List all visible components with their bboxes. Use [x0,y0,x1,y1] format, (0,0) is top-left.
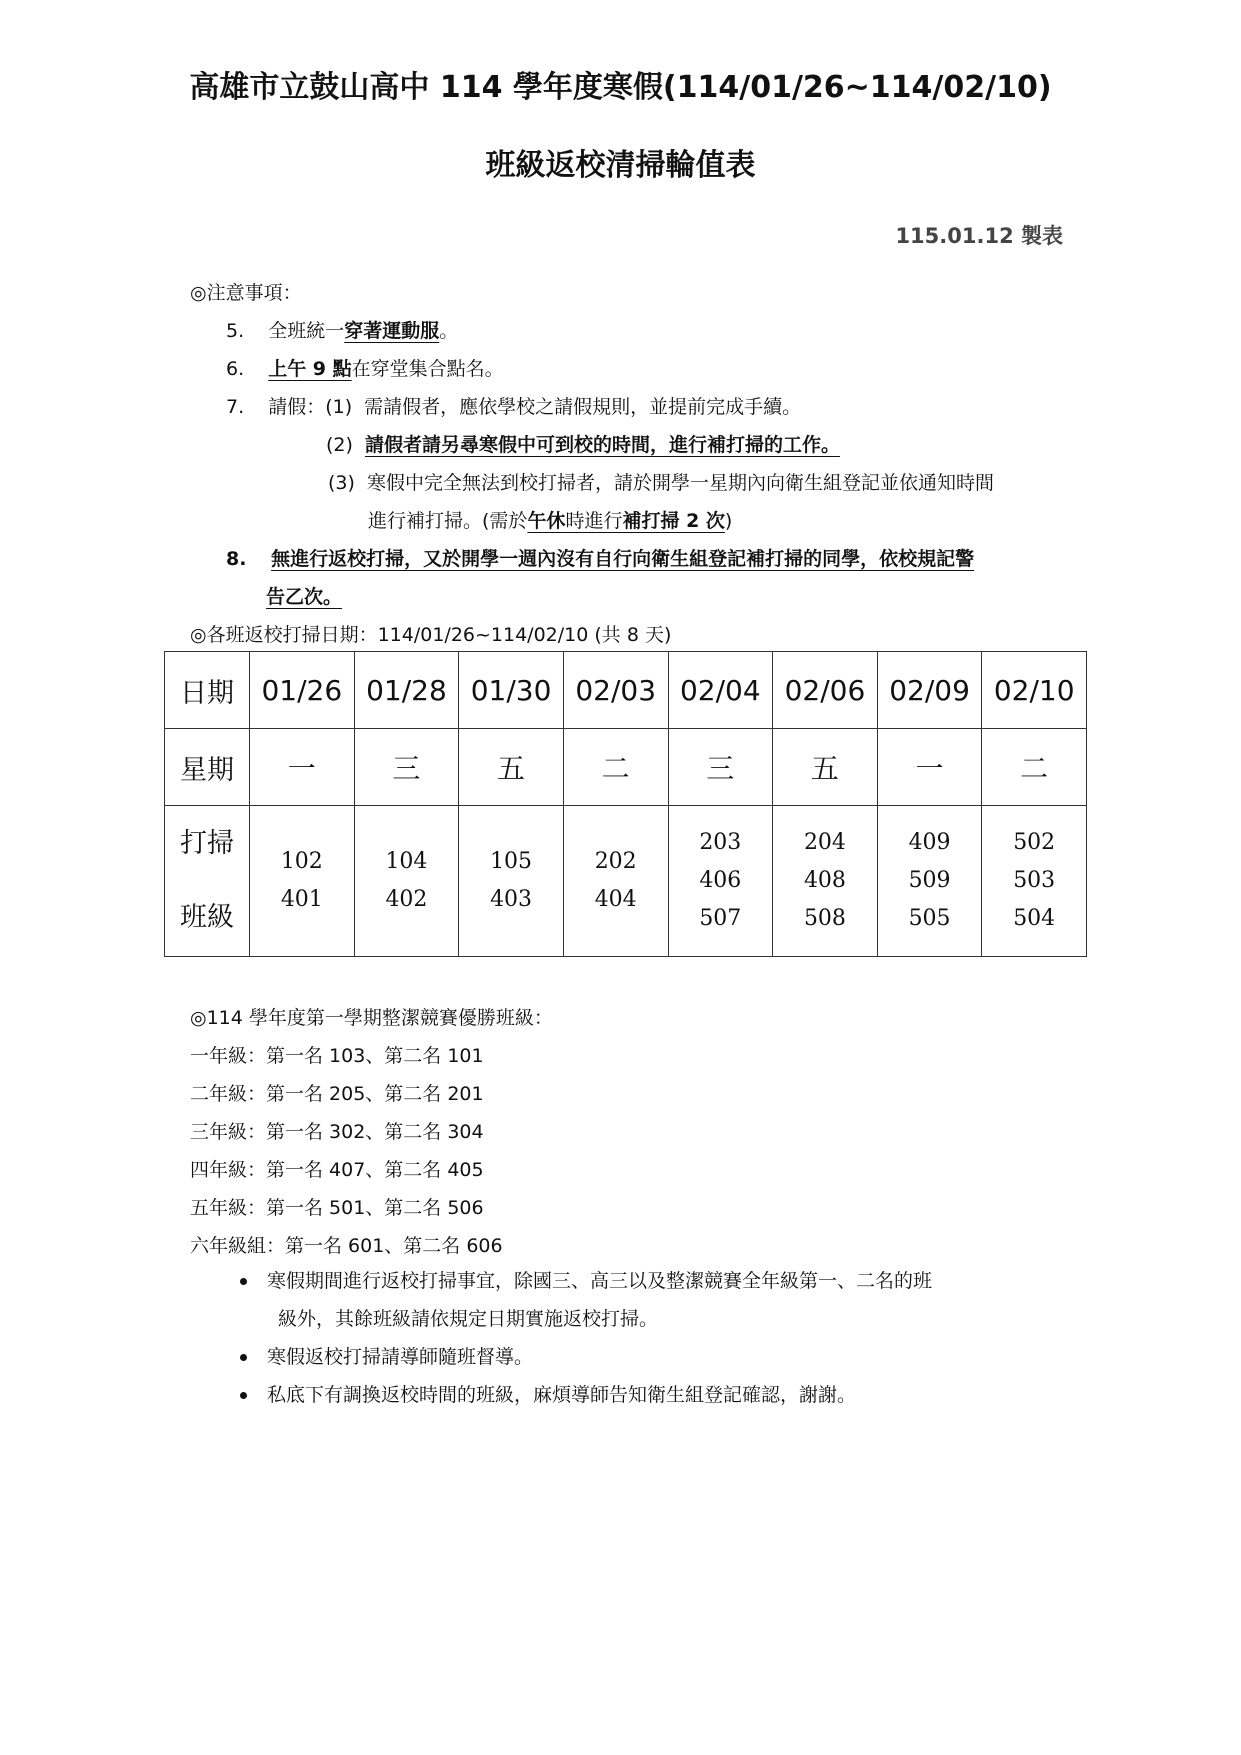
note-text: 寒假中完全無法到校打掃者，請於開學一星期內向衛生組登記並依通知時間 [366,472,994,494]
document-subtitle: 班級返校清掃輪值表 [485,148,756,183]
award-line: 一年級：第一名 103、第二名 101 [190,1045,484,1067]
note-text: 在穿堂集合點名。 [351,358,504,380]
weekday-cell: 二 [982,729,1087,806]
classes-cell [668,806,773,957]
classes-cell [982,806,1087,957]
classes-cell [563,806,668,957]
bullet-icon [240,1392,247,1399]
class-number: 105 [490,849,533,874]
classes-row [165,806,1087,957]
dates-line: ◎各班返校打掃日期：114/01/26~114/02/10 (共 8 天) [190,624,672,646]
note-emphasis: 請假者請另尋寒假中可到校的時間，進行補打掃的工作。 [364,434,840,456]
class-number: 503 [1013,868,1056,893]
bullet-item [240,1266,932,1293]
award-line: 五年級：第一名 501、第二名 506 [190,1197,484,1219]
class-number: 406 [699,868,742,893]
note-emphasis: 穿著運動服 [344,320,440,342]
date-cell: 01/28 [354,652,459,729]
note-emphasis: 午休 [527,510,566,532]
note-text: 。 [439,320,459,342]
class-number: 204 [803,830,846,855]
class-number: 202 [594,849,637,874]
date-cell: 01/26 [250,652,355,729]
award-line: 二年級：第一名 205、第二名 201 [190,1083,484,1105]
award-line: 三年級：第一名 302、第二名 304 [190,1121,484,1143]
note-text: 進行補打掃。(需於 [368,510,528,532]
date-cell: 02/09 [877,652,982,729]
notes-heading: ◎注意事項： [190,282,302,304]
class-number: 502 [1013,830,1056,855]
note-text: 時進行 [565,510,623,532]
note-item-7-3-cont [368,506,732,533]
class-number: 409 [908,830,951,855]
note-item-7-2 [326,430,840,457]
note-emphasis: 無進行返校打掃，又於開學一週內沒有自行向衛生組登記補打掃的同學，依校規記警 [271,548,975,570]
class-number: 404 [594,887,637,912]
class-number: 508 [803,906,846,931]
weekday-cell: 五 [459,729,564,806]
class-number: 104 [385,849,428,874]
row-label-weekday: 星期 [165,729,250,806]
note-item-8 [226,544,974,571]
bullet-text: 私底下有調換返校時間的班級，麻煩導師告知衛生組登記確認，謝謝。 [267,1384,857,1406]
class-number: 402 [385,887,428,912]
note-item-5 [226,316,458,343]
class-number: 403 [490,887,533,912]
class-number: 505 [908,906,951,931]
date-cell: 02/04 [668,652,773,729]
row-label-classes [165,806,250,957]
bullet-text: 寒假期間進行返校打掃事宜，除國三、高三以及整潔競賽全年級第一、二名的班 [267,1270,933,1292]
class-number: 203 [699,830,742,855]
date-cell: 02/03 [563,652,668,729]
item-number: 6. [226,358,245,380]
classes-cell [250,806,355,957]
note-emphasis: 補打掃 2 次 [622,510,725,532]
item-number: 7. [226,396,245,418]
item-number: 8. [226,548,247,570]
weekday-cell: 一 [877,729,982,806]
bullet-item-cont: 級外，其餘班級請依規定日期實施返校打掃。 [278,1308,659,1330]
bullet-icon [240,1354,247,1361]
date-cell: 02/06 [773,652,878,729]
class-number: 102 [280,849,323,874]
weekday-cell: 三 [668,729,773,806]
note-item-8-cont: 告乙次。 [266,586,343,608]
weekday-row [165,729,1087,806]
note-text: 請假：(1) [268,396,353,418]
classes-cell [877,806,982,957]
note-emphasis: 上午 9 點 [268,358,352,380]
class-number: 507 [699,906,742,931]
weekday-cell: 一 [250,729,355,806]
award-line: 四年級：第一名 407、第二名 405 [190,1159,484,1181]
label-line: 打掃 [180,828,234,859]
note-text: 全班統一 [268,320,345,342]
note-text: ) [724,510,733,532]
classes-cell [459,806,564,957]
made-date: 115.01.12 製表 [895,224,1063,248]
schedule-table [164,651,1087,957]
row-label-date: 日期 [165,652,250,729]
note-item-6 [226,354,504,381]
bullet-icon [240,1278,247,1285]
class-number: 504 [1013,906,1056,931]
item-number: (2) [326,434,353,456]
bullet-item [240,1342,533,1369]
date-row [165,652,1087,729]
classes-cell [773,806,878,957]
document-title: 高雄市立鼓山高中 114 學年度寒假(114/01/26~114/02/10) [189,70,1052,105]
awards-heading: ◎114 學年度第一學期整潔競賽優勝班級： [190,1007,553,1029]
class-number: 509 [908,868,951,893]
classes-cell [354,806,459,957]
item-number: (3) [328,472,355,494]
label-line: 班級 [180,902,234,933]
date-cell: 02/10 [982,652,1087,729]
date-cell: 01/30 [459,652,564,729]
note-item-7-3 [328,468,994,495]
note-item-7 [226,392,801,419]
class-number: 401 [280,887,323,912]
item-number: 5. [226,320,245,342]
weekday-cell: 二 [563,729,668,806]
weekday-cell: 五 [773,729,878,806]
bullet-text: 寒假返校打掃請導師隨班督導。 [267,1346,534,1368]
class-number: 408 [803,868,846,893]
award-line: 六年級組：第一名 601、第二名 606 [190,1235,503,1257]
note-text: 需請假者，應依學校之請假規則，並提前完成手續。 [364,396,802,418]
bullet-item [240,1380,856,1407]
weekday-cell: 三 [354,729,459,806]
